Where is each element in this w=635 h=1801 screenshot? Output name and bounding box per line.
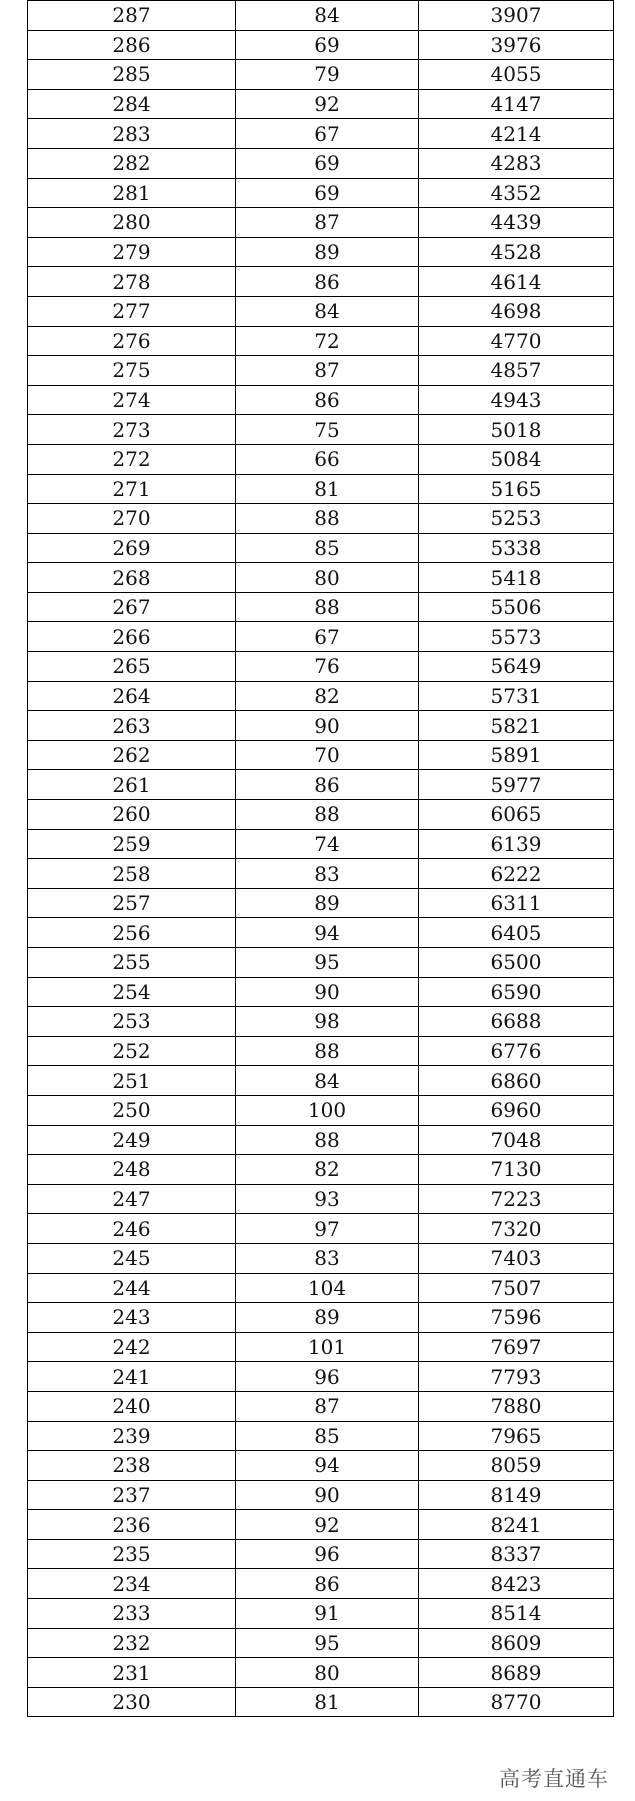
table-row <box>28 1451 614 1481</box>
score-cell: 264 <box>28 681 236 711</box>
cumulative-cell: 6222 <box>419 859 614 889</box>
cumulative-cell: 6065 <box>419 800 614 830</box>
cumulative-cell: 5338 <box>419 533 614 563</box>
count-cell: 98 <box>236 1007 419 1037</box>
cumulative-cell: 4439 <box>419 208 614 238</box>
score-cell: 236 <box>28 1510 236 1540</box>
count-cell: 74 <box>236 829 419 859</box>
score-cell: 247 <box>28 1184 236 1214</box>
table-row <box>28 1510 614 1540</box>
cumulative-cell: 8770 <box>419 1687 614 1717</box>
table-row <box>28 237 614 267</box>
score-cell: 248 <box>28 1155 236 1185</box>
cumulative-cell: 5573 <box>419 622 614 652</box>
cumulative-cell: 5821 <box>419 711 614 741</box>
cumulative-cell: 8514 <box>419 1599 614 1629</box>
score-cell: 234 <box>28 1569 236 1599</box>
table-row <box>28 740 614 770</box>
cumulative-cell: 6590 <box>419 977 614 1007</box>
score-cell: 250 <box>28 1095 236 1125</box>
score-cell: 263 <box>28 711 236 741</box>
table-row <box>28 1 614 31</box>
count-cell: 81 <box>236 1687 419 1717</box>
count-cell: 82 <box>236 1155 419 1185</box>
count-cell: 83 <box>236 859 419 889</box>
cumulative-cell: 4770 <box>419 326 614 356</box>
score-cell: 268 <box>28 563 236 593</box>
score-cell: 279 <box>28 237 236 267</box>
score-cell: 274 <box>28 385 236 415</box>
count-cell: 85 <box>236 533 419 563</box>
cumulative-cell: 6139 <box>419 829 614 859</box>
cumulative-cell: 4055 <box>419 60 614 90</box>
table-row <box>28 1303 614 1333</box>
score-cell: 232 <box>28 1628 236 1658</box>
count-cell: 80 <box>236 1658 419 1688</box>
table-row <box>28 829 614 859</box>
table-row <box>28 1332 614 1362</box>
table-row <box>28 770 614 800</box>
score-cell: 284 <box>28 89 236 119</box>
count-cell: 89 <box>236 237 419 267</box>
cumulative-cell: 4147 <box>419 89 614 119</box>
score-cell: 249 <box>28 1125 236 1155</box>
count-cell: 67 <box>236 622 419 652</box>
table-row <box>28 1273 614 1303</box>
table-row <box>28 89 614 119</box>
score-cell: 255 <box>28 948 236 978</box>
count-cell: 94 <box>236 918 419 948</box>
score-cell: 235 <box>28 1539 236 1569</box>
table-row <box>28 652 614 682</box>
table-row <box>28 1125 614 1155</box>
table-row <box>28 918 614 948</box>
table-row <box>28 1687 614 1717</box>
table-row <box>28 977 614 1007</box>
count-cell: 87 <box>236 356 419 386</box>
cumulative-cell: 4528 <box>419 237 614 267</box>
count-cell: 72 <box>236 326 419 356</box>
count-cell: 82 <box>236 681 419 711</box>
table-row <box>28 504 614 534</box>
cumulative-cell: 5018 <box>419 415 614 445</box>
table-row <box>28 1066 614 1096</box>
count-cell: 89 <box>236 888 419 918</box>
count-cell: 96 <box>236 1539 419 1569</box>
score-cell: 286 <box>28 30 236 60</box>
table-row <box>28 1480 614 1510</box>
table-row <box>28 474 614 504</box>
table-row <box>28 119 614 149</box>
count-cell: 88 <box>236 592 419 622</box>
table-row <box>28 1036 614 1066</box>
count-cell: 84 <box>236 1066 419 1096</box>
table-row <box>28 1007 614 1037</box>
count-cell: 70 <box>236 740 419 770</box>
count-cell: 79 <box>236 60 419 90</box>
cumulative-cell: 4283 <box>419 148 614 178</box>
table-row <box>28 60 614 90</box>
score-cell: 278 <box>28 267 236 297</box>
table-row <box>28 711 614 741</box>
table-row <box>28 1391 614 1421</box>
score-cell: 272 <box>28 444 236 474</box>
score-cell: 239 <box>28 1421 236 1451</box>
score-cell: 260 <box>28 800 236 830</box>
count-cell: 90 <box>236 711 419 741</box>
count-cell: 67 <box>236 119 419 149</box>
count-cell: 88 <box>236 504 419 534</box>
table-row <box>28 326 614 356</box>
table-row <box>28 1628 614 1658</box>
count-cell: 88 <box>236 800 419 830</box>
table-row <box>28 178 614 208</box>
cumulative-cell: 7697 <box>419 1332 614 1362</box>
cumulative-cell: 8423 <box>419 1569 614 1599</box>
cumulative-cell: 7048 <box>419 1125 614 1155</box>
cumulative-cell: 7965 <box>419 1421 614 1451</box>
cumulative-cell: 5165 <box>419 474 614 504</box>
cumulative-cell: 8609 <box>419 1628 614 1658</box>
score-cell: 258 <box>28 859 236 889</box>
score-cell: 287 <box>28 1 236 31</box>
count-cell: 87 <box>236 208 419 238</box>
table-row <box>28 681 614 711</box>
cumulative-cell: 7793 <box>419 1362 614 1392</box>
count-cell: 91 <box>236 1599 419 1629</box>
count-cell: 101 <box>236 1332 419 1362</box>
score-cell: 270 <box>28 504 236 534</box>
cumulative-cell: 8337 <box>419 1539 614 1569</box>
cumulative-cell: 6960 <box>419 1095 614 1125</box>
count-cell: 86 <box>236 770 419 800</box>
cumulative-cell: 4857 <box>419 356 614 386</box>
cumulative-cell: 4214 <box>419 119 614 149</box>
count-cell: 89 <box>236 1303 419 1333</box>
score-cell: 230 <box>28 1687 236 1717</box>
count-cell: 69 <box>236 178 419 208</box>
table-row <box>28 1569 614 1599</box>
count-cell: 96 <box>236 1362 419 1392</box>
score-cell: 259 <box>28 829 236 859</box>
cumulative-cell: 8241 <box>419 1510 614 1540</box>
count-cell: 80 <box>236 563 419 593</box>
cumulative-cell: 6500 <box>419 948 614 978</box>
table-row <box>28 30 614 60</box>
score-cell: 261 <box>28 770 236 800</box>
table-row <box>28 1658 614 1688</box>
cumulative-cell: 6776 <box>419 1036 614 1066</box>
score-cell: 242 <box>28 1332 236 1362</box>
score-cell: 237 <box>28 1480 236 1510</box>
score-table-body <box>28 1 614 1717</box>
cumulative-cell: 8689 <box>419 1658 614 1688</box>
cumulative-cell: 5418 <box>419 563 614 593</box>
count-cell: 85 <box>236 1421 419 1451</box>
table-row <box>28 1539 614 1569</box>
count-cell: 95 <box>236 948 419 978</box>
score-cell: 246 <box>28 1214 236 1244</box>
cumulative-cell: 4614 <box>419 267 614 297</box>
table-row <box>28 356 614 386</box>
count-cell: 86 <box>236 267 419 297</box>
table-row <box>28 1095 614 1125</box>
score-cell: 273 <box>28 415 236 445</box>
cumulative-cell: 5977 <box>419 770 614 800</box>
count-cell: 81 <box>236 474 419 504</box>
cumulative-cell: 5731 <box>419 681 614 711</box>
count-cell: 69 <box>236 30 419 60</box>
cumulative-cell: 5253 <box>419 504 614 534</box>
footer-watermark: 高考直通车 <box>497 1763 611 1793</box>
score-cell: 267 <box>28 592 236 622</box>
score-cell: 238 <box>28 1451 236 1481</box>
score-cell: 275 <box>28 356 236 386</box>
table-row <box>28 622 614 652</box>
table-row <box>28 1214 614 1244</box>
score-cell: 233 <box>28 1599 236 1629</box>
cumulative-cell: 8149 <box>419 1480 614 1510</box>
count-cell: 92 <box>236 89 419 119</box>
score-cell: 256 <box>28 918 236 948</box>
count-cell: 69 <box>236 148 419 178</box>
cumulative-cell: 5084 <box>419 444 614 474</box>
cumulative-cell: 7596 <box>419 1303 614 1333</box>
cumulative-cell: 6405 <box>419 918 614 948</box>
cumulative-cell: 7880 <box>419 1391 614 1421</box>
score-cell: 271 <box>28 474 236 504</box>
table-row <box>28 267 614 297</box>
table-row <box>28 1421 614 1451</box>
cumulative-cell: 3976 <box>419 30 614 60</box>
score-cell: 280 <box>28 208 236 238</box>
score-cell: 251 <box>28 1066 236 1096</box>
count-cell: 92 <box>236 1510 419 1540</box>
table-row <box>28 1243 614 1273</box>
score-cell: 231 <box>28 1658 236 1688</box>
cumulative-cell: 7403 <box>419 1243 614 1273</box>
cumulative-cell: 6688 <box>419 1007 614 1037</box>
count-cell: 97 <box>236 1214 419 1244</box>
count-cell: 90 <box>236 977 419 1007</box>
score-cell: 254 <box>28 977 236 1007</box>
score-cell: 245 <box>28 1243 236 1273</box>
count-cell: 88 <box>236 1125 419 1155</box>
count-cell: 86 <box>236 1569 419 1599</box>
table-row <box>28 1155 614 1185</box>
table-row <box>28 859 614 889</box>
table-row <box>28 444 614 474</box>
cumulative-cell: 5891 <box>419 740 614 770</box>
score-cell: 240 <box>28 1391 236 1421</box>
score-table <box>27 0 614 1717</box>
count-cell: 86 <box>236 385 419 415</box>
cumulative-cell: 7223 <box>419 1184 614 1214</box>
count-cell: 84 <box>236 296 419 326</box>
count-cell: 83 <box>236 1243 419 1273</box>
table-row <box>28 1184 614 1214</box>
table-row <box>28 385 614 415</box>
cumulative-cell: 8059 <box>419 1451 614 1481</box>
cumulative-cell: 4352 <box>419 178 614 208</box>
table-row <box>28 148 614 178</box>
count-cell: 87 <box>236 1391 419 1421</box>
score-distribution-sheet <box>27 0 610 1794</box>
table-row <box>28 296 614 326</box>
cumulative-cell: 7130 <box>419 1155 614 1185</box>
cumulative-cell: 3907 <box>419 1 614 31</box>
table-row <box>28 415 614 445</box>
cumulative-cell: 5506 <box>419 592 614 622</box>
count-cell: 93 <box>236 1184 419 1214</box>
cumulative-cell: 6860 <box>419 1066 614 1096</box>
count-cell: 84 <box>236 1 419 31</box>
score-cell: 257 <box>28 888 236 918</box>
cumulative-cell: 4943 <box>419 385 614 415</box>
score-cell: 253 <box>28 1007 236 1037</box>
score-cell: 277 <box>28 296 236 326</box>
score-cell: 252 <box>28 1036 236 1066</box>
count-cell: 66 <box>236 444 419 474</box>
score-cell: 281 <box>28 178 236 208</box>
score-cell: 244 <box>28 1273 236 1303</box>
cumulative-cell: 6311 <box>419 888 614 918</box>
count-cell: 90 <box>236 1480 419 1510</box>
table-row <box>28 800 614 830</box>
count-cell: 94 <box>236 1451 419 1481</box>
score-cell: 282 <box>28 148 236 178</box>
table-row <box>28 592 614 622</box>
score-cell: 283 <box>28 119 236 149</box>
count-cell: 100 <box>236 1095 419 1125</box>
table-row <box>28 948 614 978</box>
count-cell: 75 <box>236 415 419 445</box>
score-cell: 262 <box>28 740 236 770</box>
cumulative-cell: 7507 <box>419 1273 614 1303</box>
cumulative-cell: 4698 <box>419 296 614 326</box>
score-cell: 243 <box>28 1303 236 1333</box>
score-cell: 266 <box>28 622 236 652</box>
table-row <box>28 888 614 918</box>
score-cell: 276 <box>28 326 236 356</box>
count-cell: 104 <box>236 1273 419 1303</box>
count-cell: 76 <box>236 652 419 682</box>
count-cell: 88 <box>236 1036 419 1066</box>
cumulative-cell: 5649 <box>419 652 614 682</box>
table-row <box>28 208 614 238</box>
cumulative-cell: 7320 <box>419 1214 614 1244</box>
table-row <box>28 533 614 563</box>
table-row <box>28 563 614 593</box>
score-cell: 269 <box>28 533 236 563</box>
table-row <box>28 1599 614 1629</box>
score-cell: 241 <box>28 1362 236 1392</box>
score-cell: 285 <box>28 60 236 90</box>
count-cell: 95 <box>236 1628 419 1658</box>
table-row <box>28 1362 614 1392</box>
score-cell: 265 <box>28 652 236 682</box>
